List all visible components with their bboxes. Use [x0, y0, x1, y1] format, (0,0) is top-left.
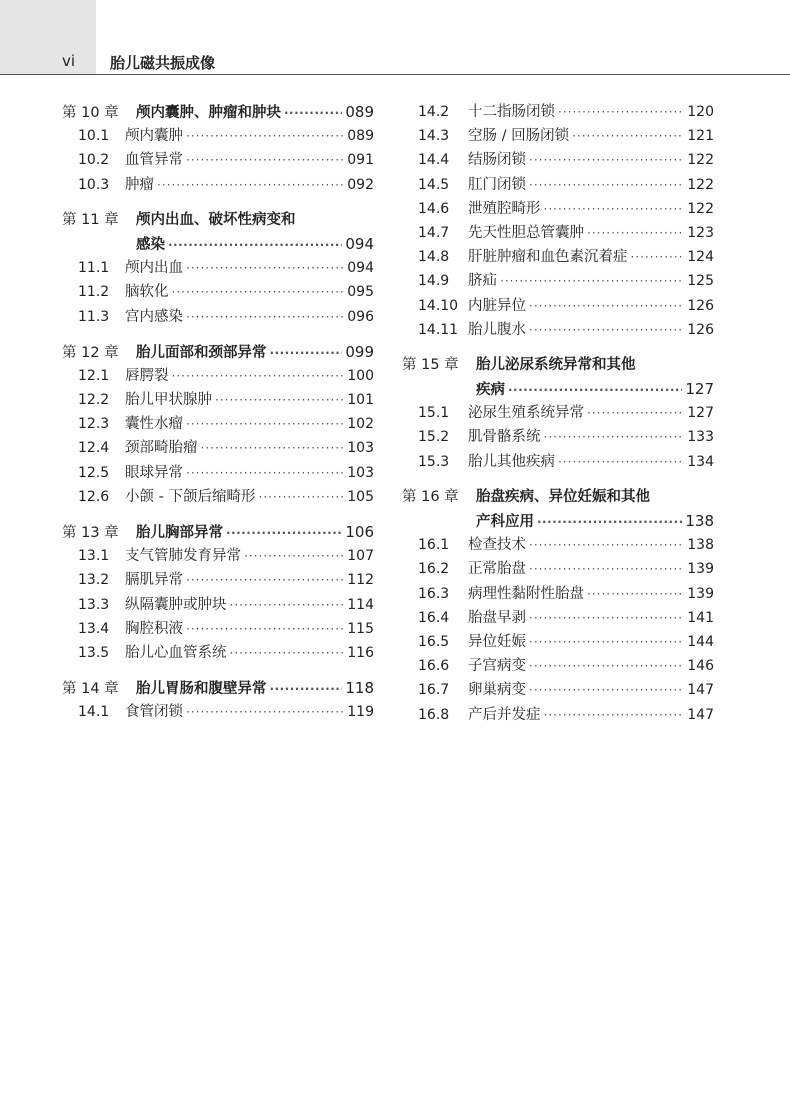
section-page: 107	[347, 548, 374, 565]
section-number: 13.1	[78, 548, 110, 565]
toc-section-entry[interactable]	[62, 485, 374, 509]
leader-dots	[201, 436, 345, 460]
leader-dots	[186, 148, 344, 172]
leader-dots	[186, 256, 344, 280]
section-title: 空肠 / 回肠闭锁	[468, 128, 570, 145]
toc-section-entry[interactable]	[62, 544, 374, 568]
section-title: 唇腭裂	[125, 367, 169, 384]
toc-chapter-entry[interactable]	[62, 340, 374, 364]
leader-dots	[537, 510, 682, 534]
chapter-number: 第 15 章	[402, 356, 459, 373]
leader-dots	[186, 305, 344, 329]
toc-section-entry[interactable]	[402, 654, 714, 678]
section-page: 089	[347, 128, 374, 145]
section-page: 125	[687, 273, 714, 290]
section-page: 122	[687, 176, 714, 193]
chapter-title-continued: 感染	[136, 236, 165, 253]
section-page: 141	[687, 609, 714, 626]
section-title: 胎儿甲状腺肿	[125, 392, 212, 409]
toc-section-entry[interactable]	[62, 280, 374, 304]
section-number: 16.7	[418, 682, 450, 699]
section-title: 产后并发症	[468, 706, 541, 723]
section-page: 102	[347, 416, 374, 433]
toc-section-entry[interactable]	[62, 617, 374, 641]
toc-chapter-entry[interactable]	[402, 353, 714, 377]
toc-section-entry[interactable]	[402, 450, 714, 474]
page-corner-tab	[0, 0, 96, 74]
section-title: 颈部畸胎瘤	[125, 440, 198, 457]
toc-section-entry[interactable]	[402, 401, 714, 425]
leader-dots	[270, 341, 343, 365]
section-page: 122	[687, 152, 714, 169]
leader-dots	[631, 245, 685, 269]
leader-dots	[244, 544, 344, 568]
section-page: 094	[347, 260, 374, 277]
section-page: 147	[687, 682, 714, 699]
section-title: 颅内出血	[125, 260, 183, 277]
section-number: 16.6	[418, 658, 450, 675]
leader-dots	[168, 233, 342, 257]
section-title: 十二指肠闭锁	[468, 104, 555, 120]
section-title: 囊性水瘤	[125, 416, 183, 433]
leader-dots	[186, 700, 344, 724]
toc-section-entry[interactable]	[402, 582, 714, 606]
section-page: 139	[687, 585, 714, 602]
section-number: 16.1	[418, 537, 450, 554]
section-page: 114	[347, 596, 374, 613]
toc-section-entry[interactable]	[62, 641, 374, 665]
section-number: 14.5	[418, 176, 450, 193]
toc-section-entry[interactable]	[62, 593, 374, 617]
toc-section-entry[interactable]	[62, 412, 374, 436]
header-rule	[0, 74, 790, 75]
section-page: 138	[687, 537, 714, 554]
section-page: 120	[687, 104, 714, 120]
section-number: 15.1	[418, 405, 450, 422]
leader-dots	[258, 485, 344, 509]
leader-dots	[230, 641, 345, 665]
chapter-number: 第 13 章	[62, 525, 119, 541]
section-title: 胎儿其他疾病	[468, 453, 555, 470]
toc-chapter	[402, 353, 714, 474]
toc-chapter	[62, 100, 374, 197]
toc-section-entry[interactable]	[402, 703, 714, 727]
chapter-title: 胎儿泌尿系统异常和其他	[476, 356, 636, 373]
toc-section-entry[interactable]	[402, 318, 714, 342]
section-page: 091	[347, 152, 374, 169]
toc-chapter	[62, 676, 374, 724]
leader-dots	[544, 703, 685, 727]
section-title: 卵巢病变	[468, 682, 526, 699]
section-number: 14.7	[418, 224, 450, 241]
section-page: 146	[687, 658, 714, 675]
section-page: 119	[347, 704, 374, 721]
toc-section-entry[interactable]	[402, 245, 714, 269]
chapter-number: 第 16 章	[402, 488, 459, 505]
toc-chapter	[62, 520, 374, 665]
section-number: 15.2	[418, 429, 450, 446]
toc-section-entry[interactable]	[62, 461, 374, 485]
section-number: 13.2	[78, 572, 110, 589]
section-title: 胎盘早剥	[468, 609, 526, 626]
section-title: 子宫病变	[468, 658, 526, 675]
section-number: 12.6	[78, 488, 110, 505]
section-title: 异位妊娠	[468, 633, 526, 650]
chapter-title-continued: 疾病	[476, 382, 505, 399]
toc-section-entry[interactable]	[402, 221, 714, 245]
toc-chapter-entry[interactable]	[402, 485, 714, 509]
section-title: 食管闭锁	[125, 704, 183, 721]
section-number: 14.8	[418, 249, 450, 266]
section-page: 095	[347, 284, 374, 301]
toc-section-entry[interactable]	[62, 436, 374, 460]
section-page: 126	[687, 297, 714, 314]
toc-section-entry[interactable]	[62, 700, 374, 724]
section-page: 139	[687, 561, 714, 578]
section-number: 12.1	[78, 367, 110, 384]
toc-section-entry[interactable]	[402, 630, 714, 654]
section-title: 膈肌异常	[125, 572, 183, 589]
toc-chapter-entry[interactable]	[62, 100, 374, 124]
section-title: 检查技术	[468, 537, 526, 554]
leader-dots	[529, 533, 684, 557]
section-title: 脑软化	[125, 284, 169, 301]
section-page: 147	[687, 706, 714, 723]
toc-chapter	[402, 485, 714, 727]
section-number: 10.3	[78, 176, 110, 193]
toc-right-column	[402, 100, 714, 738]
leader-dots	[587, 221, 684, 245]
toc-section-entry[interactable]	[62, 173, 374, 197]
section-number: 16.3	[418, 585, 450, 602]
chapter-page: 106	[345, 523, 374, 541]
section-page: 144	[687, 633, 714, 650]
section-page: 123	[687, 224, 714, 241]
section-title: 颅内囊肿	[125, 128, 183, 145]
toc-section-entry[interactable]	[402, 269, 714, 293]
section-number: 12.4	[78, 440, 110, 457]
leader-dots	[508, 378, 682, 402]
running-head-title: 胎儿磁共振成像	[110, 54, 216, 72]
section-title: 肝脏肿瘤和血色素沉着症	[468, 249, 628, 266]
section-page: 112	[347, 572, 374, 589]
leader-dots	[186, 461, 344, 485]
chapter-title: 胎儿胃肠和腹壁异常	[136, 681, 267, 698]
section-number: 11.2	[78, 284, 110, 301]
toc-section-entry[interactable]	[62, 568, 374, 592]
toc-section-entry[interactable]	[402, 557, 714, 581]
section-title: 血管异常	[125, 152, 183, 169]
leader-dots	[270, 677, 343, 701]
section-title: 脐疝	[468, 273, 497, 290]
section-page: 103	[347, 440, 374, 457]
chapter-number: 第 14 章	[62, 681, 119, 698]
section-page: 092	[347, 176, 374, 193]
section-page: 134	[687, 453, 714, 470]
section-number: 14.6	[418, 200, 450, 217]
leader-dots	[215, 388, 344, 412]
section-title: 先天性胆总管囊肿	[468, 224, 584, 241]
section-page: 122	[687, 200, 714, 217]
toc-chapter-entry[interactable]	[62, 208, 374, 232]
toc-chapter-entry[interactable]	[62, 676, 374, 700]
chapter-title: 胎盘疾病、异位妊娠和其他	[476, 488, 650, 505]
section-number: 16.8	[418, 706, 450, 723]
section-number: 16.2	[418, 561, 450, 578]
toc-section-entry[interactable]	[62, 364, 374, 388]
leader-dots	[529, 654, 684, 678]
toc-section-entry[interactable]	[402, 678, 714, 702]
section-number: 16.5	[418, 633, 450, 650]
leader-dots	[226, 521, 342, 545]
section-title: 胎儿心血管系统	[125, 644, 227, 661]
toc-section-entry[interactable]	[402, 148, 714, 172]
section-number: 13.3	[78, 596, 110, 613]
section-page: 124	[687, 249, 714, 266]
section-page: 105	[347, 488, 374, 505]
chapter-page: 099	[345, 342, 374, 361]
leader-dots	[558, 450, 684, 474]
section-page: 100	[347, 367, 374, 384]
chapter-number: 第 10 章	[62, 105, 119, 121]
chapter-title: 胎儿胸部异常	[136, 525, 223, 541]
toc-chapter-entry[interactable]	[62, 520, 374, 544]
section-number: 10.1	[78, 128, 110, 145]
leader-dots	[529, 606, 684, 630]
section-title: 肿瘤	[125, 176, 154, 193]
section-title: 肛门闭锁	[468, 176, 526, 193]
section-number: 14.9	[418, 273, 450, 290]
section-page: 121	[687, 128, 714, 145]
section-title: 泌尿生殖系统异常	[468, 405, 584, 422]
toc-section-entry[interactable]	[402, 425, 714, 449]
leader-dots	[500, 269, 684, 293]
section-number: 11.3	[78, 308, 110, 325]
toc-section-entry[interactable]	[62, 256, 374, 280]
section-page: 115	[347, 620, 374, 637]
section-page: 126	[687, 321, 714, 338]
chapter-page: 118	[345, 679, 374, 698]
section-title: 纵隔囊肿或肿块	[125, 596, 227, 613]
section-number: 14.11	[418, 321, 459, 338]
chapter-page: 089	[345, 103, 374, 121]
leader-dots	[186, 617, 344, 641]
leader-dots	[587, 401, 684, 425]
section-number: 10.2	[78, 152, 110, 169]
leader-dots	[587, 582, 684, 606]
toc-section-entry[interactable]	[402, 294, 714, 318]
chapter-title-continued: 产科应用	[476, 514, 534, 530]
toc-chapter-entry-continued[interactable]	[402, 377, 714, 401]
toc-section-entry[interactable]	[402, 173, 714, 197]
toc-section-entry[interactable]	[62, 305, 374, 329]
leader-dots	[558, 100, 684, 124]
chapter-page: 138	[685, 512, 714, 530]
section-number: 12.3	[78, 416, 110, 433]
chapter-title: 胎儿面部和颈部异常	[136, 344, 267, 361]
section-title: 肌骨骼系统	[468, 429, 541, 446]
section-title: 正常胎盘	[468, 561, 526, 578]
page-number: vi	[62, 52, 76, 70]
section-title: 内脏异位	[468, 297, 526, 314]
leader-dots	[529, 173, 684, 197]
toc-chapter-entry-continued[interactable]	[402, 509, 714, 533]
leader-dots	[529, 148, 684, 172]
section-number: 14.1	[78, 704, 110, 721]
leader-dots	[230, 593, 345, 617]
leader-dots	[529, 678, 684, 702]
toc-left-column	[62, 100, 374, 736]
toc-section-entry[interactable]	[62, 388, 374, 412]
leader-dots	[572, 124, 684, 148]
section-page: 116	[347, 644, 374, 661]
section-number: 11.1	[78, 260, 110, 277]
toc-section-entry[interactable]	[62, 148, 374, 172]
leader-dots	[544, 425, 685, 449]
leader-dots	[157, 173, 344, 197]
chapter-title: 颅内囊肿、肿瘤和肿块	[136, 105, 281, 121]
leader-dots	[186, 568, 344, 592]
leader-dots	[529, 630, 684, 654]
section-title: 支气管肺发育异常	[125, 548, 241, 565]
section-number: 14.10	[418, 297, 459, 314]
section-title: 泄殖腔畸形	[468, 200, 541, 217]
leader-dots	[529, 557, 684, 581]
section-number: 12.2	[78, 392, 110, 409]
section-number: 15.3	[418, 453, 450, 470]
toc-section-entry[interactable]	[402, 533, 714, 557]
section-page: 127	[687, 405, 714, 422]
section-page: 103	[347, 464, 374, 481]
toc-section-entry[interactable]	[402, 124, 714, 148]
section-number: 12.5	[78, 464, 110, 481]
leader-dots	[544, 197, 685, 221]
section-number: 14.3	[418, 128, 450, 145]
toc-section-entry[interactable]	[62, 124, 374, 148]
toc-chapter	[62, 340, 374, 509]
section-title: 宫内感染	[125, 308, 183, 325]
section-title: 病理性黏附性胎盘	[468, 585, 584, 602]
section-page: 101	[347, 392, 374, 409]
toc-section-entry[interactable]	[402, 100, 714, 124]
leader-dots	[186, 412, 344, 436]
chapter-number: 第 12 章	[62, 344, 119, 361]
toc-chapter	[62, 208, 374, 329]
section-title: 胎儿腹水	[468, 321, 526, 338]
chapter-page: 094	[345, 234, 374, 253]
chapter-title: 颅内出血、破坏性病变和	[136, 211, 296, 228]
section-title: 眼球异常	[125, 464, 183, 481]
toc-chapter-continued	[402, 100, 714, 342]
section-number: 16.4	[418, 609, 450, 626]
leader-dots	[186, 124, 344, 148]
section-page: 133	[687, 429, 714, 446]
toc-section-entry[interactable]	[402, 606, 714, 630]
toc-section-entry[interactable]	[402, 197, 714, 221]
leader-dots	[284, 101, 342, 125]
toc-chapter-entry-continued[interactable]	[62, 232, 374, 256]
leader-dots	[529, 294, 684, 318]
section-title: 结肠闭锁	[468, 152, 526, 169]
leader-dots	[172, 280, 345, 304]
section-number: 14.2	[418, 104, 450, 120]
section-number: 14.4	[418, 152, 450, 169]
leader-dots	[529, 318, 684, 342]
leader-dots	[172, 364, 345, 388]
section-number: 13.5	[78, 644, 110, 661]
chapter-number: 第 11 章	[62, 211, 119, 228]
section-title: 胸腔积液	[125, 620, 183, 637]
section-number: 13.4	[78, 620, 110, 637]
chapter-page: 127	[685, 380, 714, 399]
section-title: 小颌 - 下颌后缩畸形	[125, 488, 256, 505]
section-page: 096	[347, 308, 374, 325]
